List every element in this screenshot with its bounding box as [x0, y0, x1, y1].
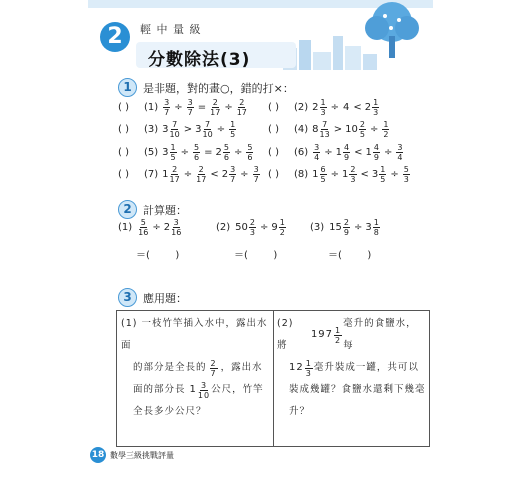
fraction [343, 143, 350, 162]
answer-blank[interactable]: ＝( ) [328, 250, 372, 261]
math-token [329, 218, 351, 237]
math-token [372, 165, 387, 184]
math-token: ÷ [233, 146, 243, 158]
fraction-numerator: 4 [373, 142, 379, 152]
fraction [163, 98, 170, 117]
fraction-numerator: 1 [320, 97, 326, 107]
fraction [210, 98, 220, 117]
math-token: ÷ [224, 101, 233, 113]
mixed-whole: 3 [162, 124, 169, 135]
fraction-numerator: 7 [205, 120, 211, 129]
fraction-denominator: 3 [320, 107, 326, 117]
fraction-numerator: 3 [200, 380, 208, 390]
answer-blank[interactable]: ( ) [268, 124, 279, 135]
fraction [359, 120, 366, 139]
fraction-denominator: 16 [138, 228, 149, 237]
fraction-denominator: 2 [383, 130, 389, 139]
weight-class-label: 輕 中 量 級 [140, 23, 202, 36]
fraction-numerator: 3 [187, 97, 193, 107]
answer-blank[interactable]: ＝( ) [136, 250, 180, 261]
problem1-line3-end: 公尺，竹竿 [211, 384, 264, 395]
fraction [203, 120, 213, 139]
fraction-numerator: 2 [198, 165, 204, 174]
mixed-whole: 3 [195, 124, 202, 135]
item-number: (3) [310, 222, 325, 233]
fraction-denominator: 6 [247, 152, 253, 162]
item-number: (4) [294, 124, 309, 135]
math-token [222, 165, 237, 184]
fraction-numerator: 1 [380, 165, 386, 174]
problem2-mixed-fraction-a [334, 326, 342, 345]
fraction-numerator: 1 [305, 358, 312, 368]
fraction-denominator: 3 [249, 228, 255, 237]
mixed-whole: 2 [221, 169, 229, 180]
problem1-line2 [121, 357, 271, 379]
true-false-item [268, 141, 404, 163]
mixed-whole: 2 [364, 101, 372, 113]
true-false-item [268, 96, 380, 118]
mixed-whole: 1 [312, 169, 319, 180]
book-title: 數學三級挑戰評量 [110, 450, 174, 460]
math-token [312, 165, 327, 184]
fraction [187, 98, 194, 117]
math-token [162, 165, 181, 184]
problem1-line1: (1) 一枝竹竿插入水中，露出水面 [121, 318, 268, 351]
section1-heading [118, 78, 294, 97]
fraction [320, 98, 327, 117]
fraction-numerator: 1 [373, 97, 379, 107]
fraction-numerator: 2 [249, 218, 255, 227]
math-token [381, 120, 390, 139]
true-false-item [118, 141, 254, 163]
fraction [373, 143, 380, 162]
math-token [365, 218, 380, 237]
page-number: 18 [90, 447, 106, 463]
fraction-denominator: 10 [169, 130, 180, 139]
problem2-line3: 裝成幾罐？食鹽水還剩下幾毫 [289, 384, 426, 395]
fraction-numerator: 2 [172, 165, 178, 174]
problem2-line2 [277, 357, 427, 379]
item-number: (3) [144, 124, 159, 135]
math-token [245, 143, 254, 162]
computation-item [216, 218, 287, 237]
computation-item [310, 218, 381, 237]
problem1-line3-start: 面的部分長 [133, 384, 186, 395]
problem2-line4: 升？ [289, 406, 311, 417]
fraction [382, 120, 389, 139]
page-title: 分數除法(3) [148, 50, 251, 70]
true-false-item [268, 119, 390, 141]
problem2-mixed-fraction-b [305, 359, 313, 378]
fraction [253, 165, 260, 184]
fraction-numerator: 5 [403, 165, 409, 174]
section3-title: 應用題： [143, 291, 187, 305]
math-token: ÷ [240, 169, 249, 180]
mixed-whole: 10 [345, 124, 358, 135]
mixed-whole: 15 [329, 222, 342, 233]
math-token [209, 98, 221, 117]
fraction [237, 98, 247, 117]
item-number: (6) [294, 146, 309, 158]
fraction-denominator: 9 [373, 152, 379, 162]
fraction [193, 143, 200, 162]
fraction-denominator: 7 [253, 175, 259, 184]
fraction-denominator: 5 [170, 152, 176, 162]
fraction-numerator: 7 [172, 120, 178, 129]
fraction-denominator: 5 [320, 175, 326, 184]
answer-blank[interactable]: ( ) [118, 101, 129, 113]
answer-blank[interactable]: ( ) [268, 101, 279, 113]
math-token [366, 143, 381, 162]
math-token [164, 218, 183, 237]
fraction-denominator: 10 [197, 390, 211, 400]
math-token [137, 218, 149, 237]
problem2-line1-end: 毫升的食鹽水，每 [343, 318, 417, 351]
fraction-numerator: 2 [212, 97, 218, 107]
math-token [162, 120, 181, 139]
fraction [373, 218, 380, 237]
problem1-mixed-fraction [198, 381, 210, 400]
math-token [236, 98, 248, 117]
fraction-numerator: 4 [344, 142, 350, 152]
math-token: = [204, 146, 213, 158]
math-token [345, 120, 367, 139]
true-false-item [118, 119, 237, 141]
math-token: ÷ [174, 101, 183, 113]
fraction-numerator: 3 [230, 165, 236, 174]
math-token: ÷ [390, 169, 399, 180]
fraction [229, 120, 236, 139]
item-number: (5) [144, 146, 159, 158]
fraction-numerator: 3 [253, 165, 259, 174]
fraction-denominator: 3 [403, 175, 409, 184]
fraction-denominator: 4 [314, 152, 320, 162]
fraction-numerator: 5 [247, 142, 253, 152]
tree-illustration [357, 0, 427, 60]
fraction [138, 218, 148, 237]
header [88, 0, 433, 70]
fraction-numerator: 2 [343, 218, 349, 227]
mixed-whole: 3 [371, 169, 379, 180]
answer-blank[interactable]: ( ) [268, 169, 279, 180]
worksheet-page [88, 0, 433, 500]
fraction-denominator: 2 [279, 228, 285, 237]
mixed-whole: 197 [310, 329, 334, 340]
fraction-numerator: 1 [230, 120, 236, 129]
section3-number-icon: 3 [118, 288, 137, 307]
fraction [246, 143, 253, 162]
item-number: (1) [144, 101, 159, 113]
fraction-numerator: 6 [320, 165, 326, 174]
true-false-item [118, 96, 248, 118]
math-token: ÷ [152, 222, 161, 233]
math-token: ÷ [354, 222, 363, 233]
fraction [170, 120, 180, 139]
fraction [171, 218, 181, 237]
mixed-whole: 2 [215, 146, 222, 158]
answer-blank[interactable]: ( ) [268, 146, 279, 158]
item-number: (2) [294, 101, 309, 113]
math-token [365, 98, 380, 117]
fraction-denominator: 17 [169, 175, 180, 184]
mixed-whole: 50 [235, 222, 248, 233]
fraction-denominator: 2 [335, 335, 342, 345]
math-token [162, 143, 177, 162]
fraction [403, 165, 410, 184]
item-number: (8) [294, 169, 309, 180]
fraction-denominator: 3 [373, 107, 379, 117]
math-token [162, 98, 171, 117]
answer-blank[interactable]: ( ) [118, 169, 129, 180]
fraction-denominator: 6 [223, 152, 229, 162]
math-token [186, 98, 195, 117]
math-token [235, 218, 257, 237]
math-token [228, 120, 237, 139]
word-problem-1 [121, 313, 271, 423]
true-false-item [268, 164, 411, 186]
mixed-whole: 1 [342, 169, 349, 180]
answer-blank[interactable]: ＝( ) [234, 250, 278, 261]
problem1-line2-start: 的部分是全長的 [133, 362, 207, 373]
math-token: ÷ [260, 222, 269, 233]
math-token [192, 143, 201, 162]
mixed-whole: 8 [312, 124, 319, 135]
true-false-item [118, 164, 261, 186]
problem-divider [273, 311, 274, 446]
math-token [336, 143, 351, 162]
problem1-line4: 全長多少公尺？ [133, 406, 207, 417]
math-token: = [197, 101, 207, 113]
math-token: ÷ [330, 101, 340, 113]
math-token [395, 143, 404, 162]
fraction-numerator: 3 [397, 142, 403, 152]
math-token: ÷ [324, 146, 333, 158]
fraction-numerator: 7 [322, 120, 328, 129]
lesson-number-badge: 2 [100, 22, 130, 52]
math-token [195, 165, 207, 184]
fraction-denominator: 9 [344, 152, 350, 162]
fraction-denominator: 8 [373, 228, 379, 237]
fraction-numerator: 2 [210, 358, 217, 368]
section2-heading [118, 200, 187, 219]
fraction-numerator: 2 [359, 120, 365, 129]
fraction-numerator: 1 [335, 325, 342, 335]
math-token: ÷ [183, 169, 193, 180]
fraction [170, 143, 177, 162]
math-token [312, 143, 321, 162]
fraction-denominator: 10 [202, 130, 213, 139]
fraction-denominator: 13 [319, 130, 330, 139]
fraction-denominator: 7 [230, 175, 236, 184]
fraction-numerator: 2 [350, 165, 356, 174]
fraction-denominator: 6 [194, 152, 200, 162]
math-token [252, 165, 261, 184]
math-token: < [360, 169, 369, 180]
mixed-whole: 9 [271, 222, 278, 233]
section2-title: 計算題： [143, 203, 187, 217]
mixed-whole: 1 [189, 384, 197, 395]
problem2-line1-start: (2) 將 [277, 318, 294, 351]
math-token: < [354, 146, 363, 158]
fraction-denominator: 7 [210, 368, 217, 378]
mixed-whole: 1 [162, 169, 169, 180]
fraction [372, 98, 379, 117]
section1-number-icon: 1 [118, 78, 137, 97]
math-token [195, 120, 214, 139]
fraction-denominator: 9 [343, 228, 349, 237]
fraction-numerator: 1 [170, 142, 176, 152]
math-token: ÷ [180, 146, 190, 158]
fraction [320, 165, 327, 184]
section3-heading [118, 288, 187, 307]
fraction-numerator: 5 [194, 142, 200, 152]
math-token [312, 120, 331, 139]
fraction-numerator: 2 [239, 97, 245, 107]
word-problems-box [116, 310, 430, 447]
math-token: ÷ [216, 124, 226, 135]
item-number: (2) [216, 222, 231, 233]
section2-number-icon: 2 [118, 200, 137, 219]
fraction-numerator: 1 [373, 218, 379, 227]
math-token [402, 165, 411, 184]
mixed-whole: 3 [365, 222, 372, 233]
section1-title: 是非題，對的畫○，錯的打×： [143, 81, 294, 95]
answer-blank[interactable]: ( ) [118, 124, 129, 135]
fraction-numerator: 3 [164, 97, 170, 107]
math-token: < [210, 169, 219, 180]
problem1-line2-end: ，露出水 [220, 362, 263, 373]
math-token: ÷ [383, 146, 393, 158]
problem2-line1 [277, 313, 427, 357]
problem1-line3 [121, 379, 271, 401]
computation-item [118, 218, 182, 237]
math-token: < [353, 101, 362, 113]
word-problem-2 [277, 313, 427, 423]
fraction [379, 165, 386, 184]
fraction [229, 165, 236, 184]
math-token: ÷ [330, 169, 340, 180]
fraction-denominator: 3 [305, 368, 312, 378]
fraction-numerator: 5 [140, 218, 146, 227]
footer [90, 447, 174, 463]
fraction [170, 165, 180, 184]
math-token: > [183, 124, 193, 135]
math-token [342, 165, 357, 184]
fraction [196, 165, 206, 184]
mixed-whole: 2 [163, 222, 171, 233]
true-false-list [118, 96, 428, 186]
fraction-numerator: 3 [314, 142, 320, 152]
item-number: (1) [118, 222, 133, 233]
fraction [343, 218, 350, 237]
mixed-whole: 1 [365, 146, 372, 158]
math-token [271, 218, 286, 237]
mixed-whole: 12 [289, 362, 304, 373]
fraction-denominator: 3 [350, 175, 356, 184]
math-token: 4 [343, 101, 350, 113]
fraction [249, 218, 256, 237]
math-token [216, 143, 231, 162]
fraction-denominator: 4 [397, 152, 403, 162]
math-token: > [333, 124, 343, 135]
problem2-line2-end: 毫升裝成一罐，共可以 [313, 362, 419, 373]
math-token: ÷ [369, 124, 379, 135]
fraction [320, 120, 330, 139]
mixed-whole: 3 [162, 146, 169, 158]
fraction-denominator: 16 [171, 228, 182, 237]
fraction-numerator: 1 [279, 218, 285, 227]
fraction [279, 218, 286, 237]
fraction-denominator: 5 [230, 130, 236, 139]
mixed-whole: 1 [335, 146, 343, 158]
answer-blank[interactable]: ( ) [118, 146, 129, 158]
fraction-denominator: 7 [187, 107, 193, 117]
mixed-whole: 2 [312, 101, 319, 113]
item-number: (7) [144, 169, 159, 180]
fraction [349, 165, 356, 184]
fraction [223, 143, 230, 162]
fraction-denominator: 5 [359, 130, 365, 139]
fraction-denominator: 17 [236, 107, 247, 117]
fraction-denominator: 5 [380, 175, 386, 184]
fraction-denominator: 17 [210, 107, 221, 117]
fraction-denominator: 7 [164, 107, 170, 117]
fraction-denominator: 17 [196, 175, 207, 184]
fraction-numerator: 5 [223, 142, 229, 152]
problem1-fraction [210, 359, 218, 378]
fraction-numerator: 3 [173, 218, 179, 227]
fraction-numerator: 1 [383, 120, 389, 129]
fraction [313, 143, 320, 162]
fraction [396, 143, 403, 162]
math-token [312, 98, 327, 117]
